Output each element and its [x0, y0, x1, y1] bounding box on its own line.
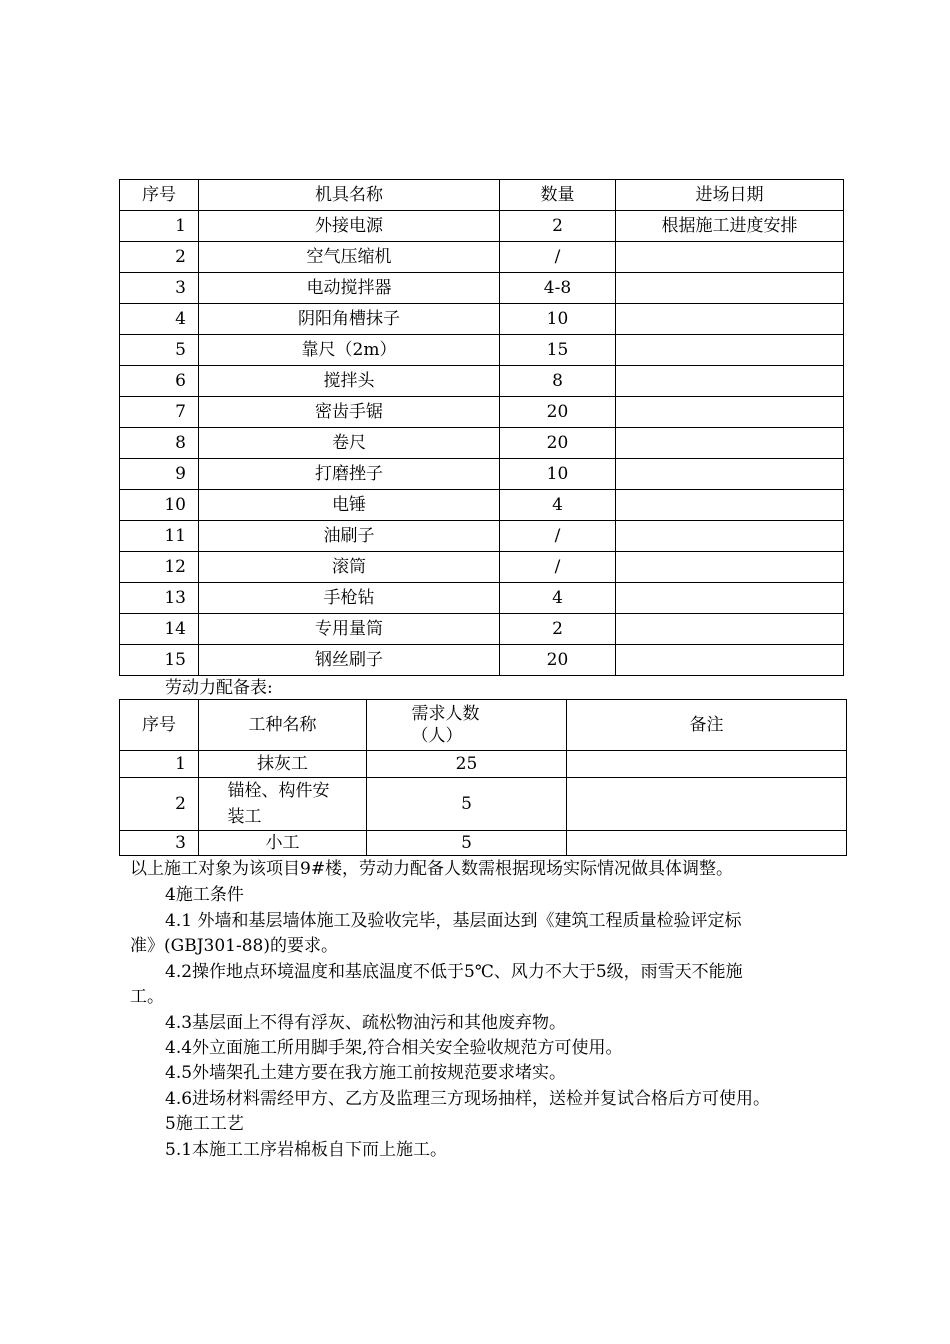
labor-note: 以上施工对象为该项目9#楼，劳动力配备人数需根据现场实际情况做具体调整。 [130, 859, 734, 879]
cell-no: 10 [120, 490, 199, 521]
cell-date [616, 490, 844, 521]
cell-no: 12 [120, 552, 199, 583]
table-row [120, 831, 847, 856]
cell-name: 密齿手锯 [199, 397, 500, 428]
section-4-title: 4施工条件 [165, 885, 244, 905]
table-row [120, 211, 844, 242]
cell-trade-label: 锚栓、构件安装工 [227, 781, 330, 827]
section-5-title: 5施工工艺 [165, 1114, 244, 1134]
cell-date [616, 273, 844, 304]
cell-name: 油刷子 [199, 521, 500, 552]
cell-qty: 15 [500, 335, 616, 366]
cell-qty: / [500, 242, 616, 273]
clause-4-6: 4.6进场材料需经甲方、乙方及监理三方现场抽样，送检并复试合格后方可使用。 [165, 1089, 771, 1109]
clause-4-2-line-2: 工。 [130, 987, 164, 1007]
cell-name: 手枪钻 [199, 583, 500, 614]
cell-no: 4 [120, 304, 199, 335]
cell-date [616, 614, 844, 645]
header-date: 进场日期 [616, 180, 844, 211]
cell-trade: 小工 [199, 831, 367, 856]
cell-headcount: 5 [367, 831, 567, 856]
cell-no: 2 [120, 242, 199, 273]
tools-table [119, 179, 844, 676]
cell-name: 阴阳角槽抹子 [199, 304, 500, 335]
cell-qty: 20 [500, 428, 616, 459]
table-row [120, 751, 847, 778]
table-row [120, 335, 844, 366]
cell-qty: 10 [500, 304, 616, 335]
header-name: 机具名称 [199, 180, 500, 211]
cell-trade: 抹灰工 [199, 751, 367, 778]
cell-date [616, 242, 844, 273]
cell-date [616, 366, 844, 397]
cell-date [616, 645, 844, 676]
cell-qty: 20 [500, 397, 616, 428]
cell-no: 1 [120, 211, 199, 242]
table-row [120, 521, 844, 552]
header-trade: 工种名称 [199, 700, 367, 751]
cell-no: 15 [120, 645, 199, 676]
table-row [120, 273, 844, 304]
header-no: 序号 [120, 700, 199, 751]
clause-4-3: 4.3基层面上不得有浮灰、疏松物油污和其他废弃物。 [165, 1013, 567, 1033]
cell-name: 电锤 [199, 490, 500, 521]
table-row [120, 645, 844, 676]
cell-name: 专用量筒 [199, 614, 500, 645]
cell-no: 2 [120, 778, 199, 831]
cell-no: 3 [120, 831, 199, 856]
cell-qty: / [500, 521, 616, 552]
cell-no: 8 [120, 428, 199, 459]
table-row [120, 397, 844, 428]
cell-no: 3 [120, 273, 199, 304]
table-row [120, 304, 844, 335]
cell-no: 9 [120, 459, 199, 490]
cell-qty: 2 [500, 614, 616, 645]
header-headcount-label: 需求人数（人） [411, 704, 480, 746]
cell-no: 14 [120, 614, 199, 645]
table-row [120, 614, 844, 645]
cell-qty: 8 [500, 366, 616, 397]
header-headcount [367, 700, 567, 751]
table-row [120, 552, 844, 583]
cell-remarks [567, 831, 847, 856]
cell-name: 靠尺（2m） [199, 335, 500, 366]
cell-name: 钢丝刷子 [199, 645, 500, 676]
cell-date [616, 304, 844, 335]
cell-no: 6 [120, 366, 199, 397]
cell-date [616, 459, 844, 490]
cell-no: 5 [120, 335, 199, 366]
table-row [120, 242, 844, 273]
labor-table [119, 699, 847, 856]
cell-headcount: 25 [367, 751, 567, 778]
cell-qty: 2 [500, 211, 616, 242]
clause-4-1-line-1: 4.1 外墙和基层墙体施工及验收完毕，基层面达到《建筑工程质量检验评定标 [165, 911, 742, 931]
cell-date [616, 583, 844, 614]
table-row [120, 490, 844, 521]
cell-date [616, 397, 844, 428]
header-qty: 数量 [500, 180, 616, 211]
cell-name: 滚筒 [199, 552, 500, 583]
cell-trade [199, 778, 367, 831]
clause-4-4: 4.4外立面施工所用脚手架,符合相关安全验收规范方可使用。 [165, 1038, 623, 1058]
cell-qty: 20 [500, 645, 616, 676]
clause-5-1: 5.1本施工工序岩棉板自下而上施工。 [165, 1140, 448, 1160]
cell-qty: 4-8 [500, 273, 616, 304]
cell-name: 电动搅拌器 [199, 273, 500, 304]
cell-qty: / [500, 552, 616, 583]
cell-qty: 4 [500, 583, 616, 614]
labor-table-caption: 劳动力配备表: [165, 678, 273, 698]
cell-name: 空气压缩机 [199, 242, 500, 273]
cell-date [616, 552, 844, 583]
cell-date [616, 428, 844, 459]
clause-4-1-line-2: 准》(GBJ301-88)的要求。 [130, 936, 338, 956]
table-row [120, 583, 844, 614]
cell-no: 1 [120, 751, 199, 778]
cell-date [616, 335, 844, 366]
table-row [120, 459, 844, 490]
cell-no: 13 [120, 583, 199, 614]
cell-name: 搅拌头 [199, 366, 500, 397]
header-remarks: 备注 [567, 700, 847, 751]
clause-4-5: 4.5外墙架孔土建方要在我方施工前按规范要求堵实。 [165, 1063, 567, 1083]
cell-remarks [567, 778, 847, 831]
cell-name: 打磨挫子 [199, 459, 500, 490]
cell-name: 外接电源 [199, 211, 500, 242]
cell-qty: 4 [500, 490, 616, 521]
cell-name: 卷尺 [199, 428, 500, 459]
table-row [120, 778, 847, 831]
header-no: 序号 [120, 180, 199, 211]
cell-date: 根据施工进度安排 [616, 211, 844, 242]
table-row [120, 428, 844, 459]
cell-no: 11 [120, 521, 199, 552]
clause-4-2-line-1: 4.2操作地点环境温度和基底温度不低于5℃、风力不大于5级，雨雪天不能施 [165, 962, 743, 982]
cell-qty: 10 [500, 459, 616, 490]
table-row [120, 366, 844, 397]
labor-table-header [120, 700, 847, 751]
cell-remarks [567, 751, 847, 778]
tools-table-header [120, 180, 844, 211]
cell-date [616, 521, 844, 552]
cell-headcount: 5 [367, 778, 567, 831]
cell-no: 7 [120, 397, 199, 428]
